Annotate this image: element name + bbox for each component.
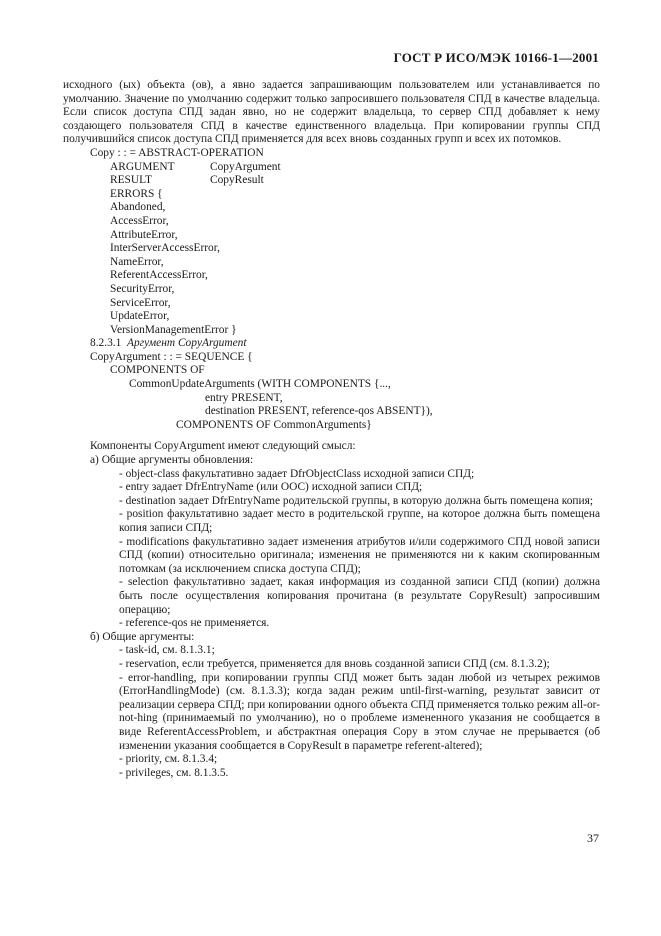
list-item: - privileges, см. 8.1.3.5. — [119, 766, 229, 779]
section-b-title: б) Общие аргументы: — [90, 630, 195, 643]
entry-present-line: entry PRESENT, — [205, 391, 283, 404]
list-item: - selection факультативно задает, какая информация из созданной записи СПД (копии) должна быть после осуществления копирования прочитана (в результате CopyResult) запросившим операцию; — [119, 576, 600, 616]
error-item: ServiceError, — [110, 296, 171, 309]
subsection-number: 8.2.3.1 — [90, 337, 122, 350]
section-a-title: а) Общие аргументы обновления: — [90, 454, 254, 467]
page-body — [63, 79, 600, 780]
page-number: 37 — [587, 831, 599, 845]
error-item: ReferentAccessError, — [110, 269, 208, 282]
common-update-arguments-line: CommonUpdateArguments (WITH COMPONENTS {..., — [129, 378, 391, 391]
destination-present-line: destination PRESENT, reference-qos ABSENT}), — [205, 405, 433, 418]
list-item: - modifications факультативно задает изменения атрибутов и/или содержимого СПД новой записи СПД (копии) относительно оригинала; изменения не применяются ни к каким скопированным потомкам (за исключением списка доступа СПД); — [119, 535, 600, 575]
error-item: UpdateError, — [110, 310, 170, 323]
components-of-common-arguments-line: COMPONENTS OF CommonArguments} — [176, 418, 372, 431]
list-item: - object-class факультативно задает DfrObjectClass исходной записи СПД; — [119, 467, 475, 480]
meaning-intro: Компоненты CopyArgument имеют следующий смысл: — [90, 440, 356, 453]
list-item: - reference-qos не применяется. — [119, 617, 270, 630]
subsection-heading — [63, 337, 600, 351]
copy-definition-head: Copy : : = ABSTRACT-OPERATION — [90, 146, 264, 159]
error-item: AttributeError, — [110, 228, 178, 241]
list-item: - error-handling, при копировании группы СПД может быть задан любой из четырех режимов (ErrorHandlingMode) (см. 8.1.3.3); когда задан режим until-first-warning, результат зависит от реализации сервера СПД; при копировании одного объекта СПД применяется только режим all-or-not-hing (принимаемый по умолчанию), но о проблеме измененного указания не сообщается в виде ReferentAccessProblem, и абстрактная операция Copy в этом случае не прерывается (об изменении указания сообщается в CopyResult в параметре referent-altered); — [119, 671, 600, 752]
components-of-line: COMPONENTS OF — [110, 364, 205, 377]
subsection-title: Аргумент CopyArgument — [127, 337, 247, 350]
copyargument-definition: CopyArgument : : = SEQUENCE { — [90, 350, 253, 363]
error-item: AccessError, — [110, 214, 169, 227]
section-b-list — [63, 644, 600, 780]
section-a-list — [63, 468, 600, 631]
list-item: - entry задает DfrEntryName (или ООС) исходной записи СПД; — [119, 481, 423, 494]
errors-line: ERRORS { — [110, 187, 163, 200]
result-keyword: RESULT — [110, 174, 152, 187]
result-line — [63, 174, 600, 188]
error-item: VersionManagementError } — [110, 323, 237, 336]
error-item: Abandoned, — [110, 201, 166, 214]
list-item: - reservation, если требуется, применяется для вновь созданной записи СПД (см. 8.1.3.2); — [119, 657, 550, 670]
list-item: - position факультативно задает место в родительской группе, на которое должна быть помещена копия записи СПД; — [119, 508, 600, 534]
list-item: - task-id, см. 8.1.3.1; — [119, 644, 215, 657]
standard-header: ГОСТ Р ИСО/МЭК 10166-1—2001 — [393, 50, 599, 65]
list-item: - priority, см. 8.1.3.4; — [119, 753, 218, 766]
intro-paragraph: исходного (ых) объекта (ов), а явно задается запрашивающим пользователем или устанавливается по умолчанию. Значение по умолчанию содержит только запросившего пользователя СПД в качестве владельца. Если список доступа СПД задан явно, но не содержит владельца, то сервер СПД добавляет к нему создающего пользователя СПД в качестве единственного владельца. При копировании группы СПД получившийся список доступа СПД применяется для всех вновь созданных групп и всех их потомков. — [63, 79, 600, 146]
error-item: SecurityError, — [110, 282, 175, 295]
argument-value: CopyArgument — [210, 160, 281, 173]
list-item: - destination задает DfrEntryName родительской группы, в которую должна быть помещена копия; — [119, 494, 594, 507]
argument-line — [63, 161, 600, 175]
argument-keyword: ARGUMENT — [110, 160, 175, 173]
result-value: CopyResult — [210, 174, 264, 187]
error-item: InterServerAccessError, — [110, 242, 220, 255]
error-item: NameError, — [110, 255, 164, 268]
